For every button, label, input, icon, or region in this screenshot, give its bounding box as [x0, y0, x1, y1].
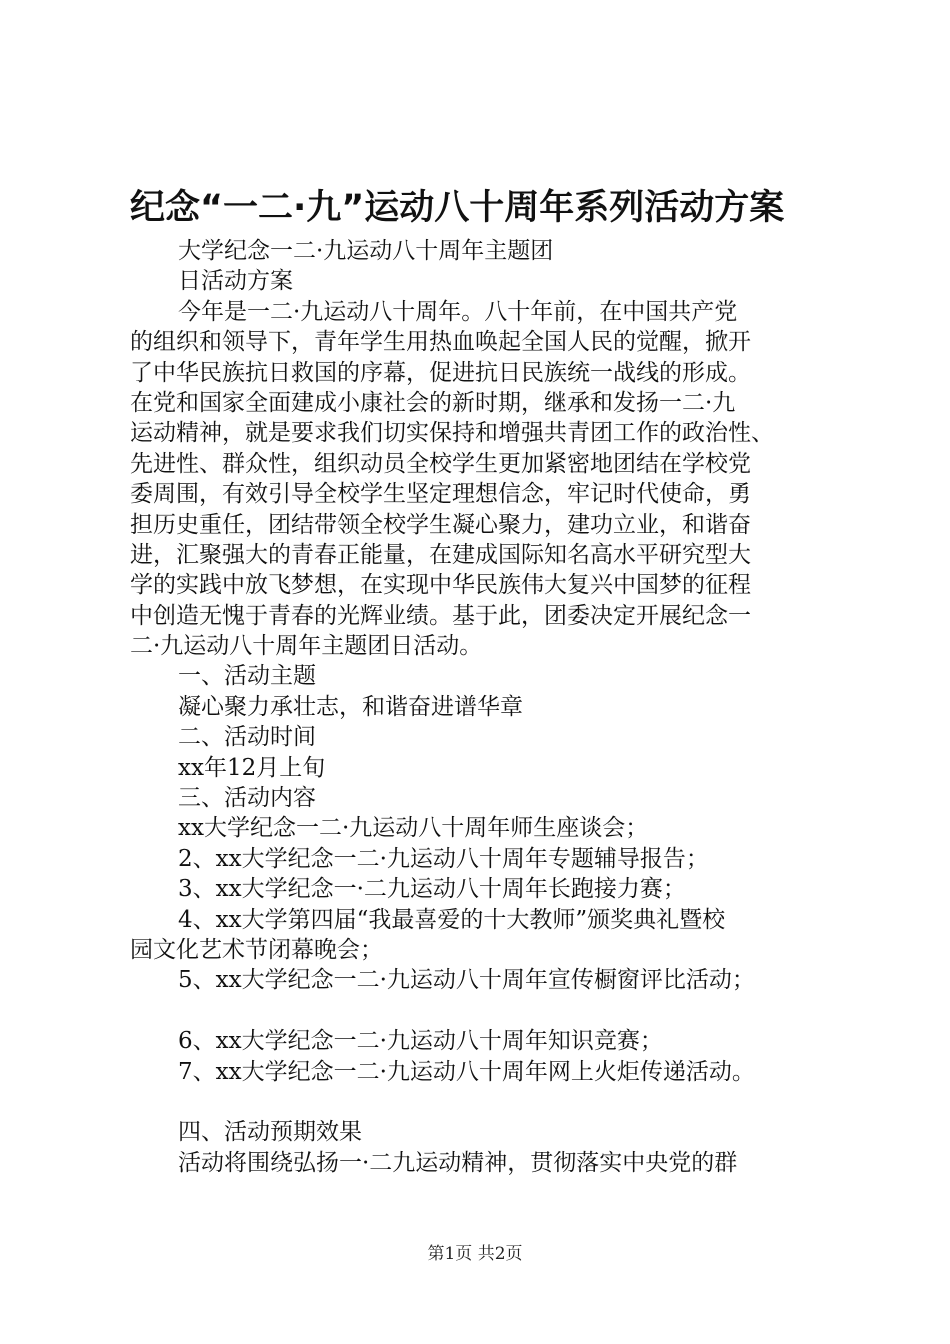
- list-item: xx大学纪念一二·九运动八十周年师生座谈会；: [178, 815, 649, 842]
- list-item: 3、xx大学纪念一·二九运动八十周年长跑接力赛；: [178, 876, 686, 903]
- section-heading: 三、活动内容: [178, 785, 316, 812]
- section-heading: 一、活动主题: [178, 663, 316, 690]
- list-item: 6、xx大学纪念一二·九运动八十周年知识竞赛；: [178, 1028, 663, 1055]
- text-line: 进，汇聚强大的青春正能量，在建成国际知名高水平研究型大: [130, 541, 751, 568]
- text-line: 日活动方案: [178, 268, 293, 295]
- text-line: 了中华民族抗日救国的序幕，促进抗日民族统一战线的形成。: [130, 359, 751, 386]
- text-line: 活动将围绕弘扬一·二九运动精神，贯彻落实中央党的群: [178, 1149, 738, 1176]
- text-line: 大学纪念一二·九运动八十周年主题团: [178, 238, 554, 264]
- text-line: 先进性、群众性，组织动员全校学生更加紧密地团结在学校党: [130, 450, 751, 477]
- blank-line: [130, 1087, 830, 1117]
- text-line: 二·九运动八十周年主题团日活动。: [130, 633, 483, 660]
- document-title: 纪念“一二·九”运动八十周年系列活动方案: [130, 188, 785, 228]
- text-line: 今年是一二·九运动八十周年。八十年前，在中国共产党: [178, 298, 738, 325]
- text-line: 担历史重任，团结带领全校学生凝心聚力，建功立业，和谐奋: [130, 511, 751, 538]
- list-item: 4、xx大学第四届“我最喜爱的十大教师”颁奖典礼暨校: [178, 906, 726, 933]
- list-item-continuation: 园文化艺术节闭幕晚会；: [130, 936, 383, 963]
- document-body: [130, 236, 830, 1178]
- text-line: xx年12月上旬: [178, 754, 326, 781]
- text-line: 学的实践中放飞梦想，在实现中华民族伟大复兴中国梦的征程: [130, 572, 751, 599]
- text-line: 的组织和领导下，青年学生用热血唤起全国人民的觉醒，掀开: [130, 329, 751, 356]
- text-line: 委周围，有效引导全校学生坚定理想信念，牢记时代使命，勇: [130, 481, 751, 508]
- section-heading: 四、活动预期效果: [178, 1119, 362, 1146]
- blank-line: [130, 996, 830, 1026]
- page-number-footer: 第1页 共2页: [427, 1244, 523, 1264]
- text-line: 中创造无愧于青春的光辉业绩。基于此，团委决定开展纪念一: [130, 602, 751, 629]
- text-line: 在党和国家全面建成小康社会的新时期，继承和发扬一二·九: [130, 389, 736, 416]
- list-item: 5、xx大学纪念一二·九运动八十周年宣传橱窗评比活动；: [178, 967, 755, 994]
- list-item: 2、xx大学纪念一二·九运动八十周年专题辅导报告；: [178, 845, 709, 872]
- text-line: 凝心聚力承壮志，和谐奋进谱华章: [178, 693, 523, 720]
- section-heading: 二、活动时间: [178, 724, 316, 751]
- text-line: 运动精神，就是要求我们切实保持和增强共青团工作的政治性、: [130, 420, 774, 447]
- list-item: 7、xx大学纪念一二·九运动八十周年网上火炬传递活动。: [178, 1058, 755, 1085]
